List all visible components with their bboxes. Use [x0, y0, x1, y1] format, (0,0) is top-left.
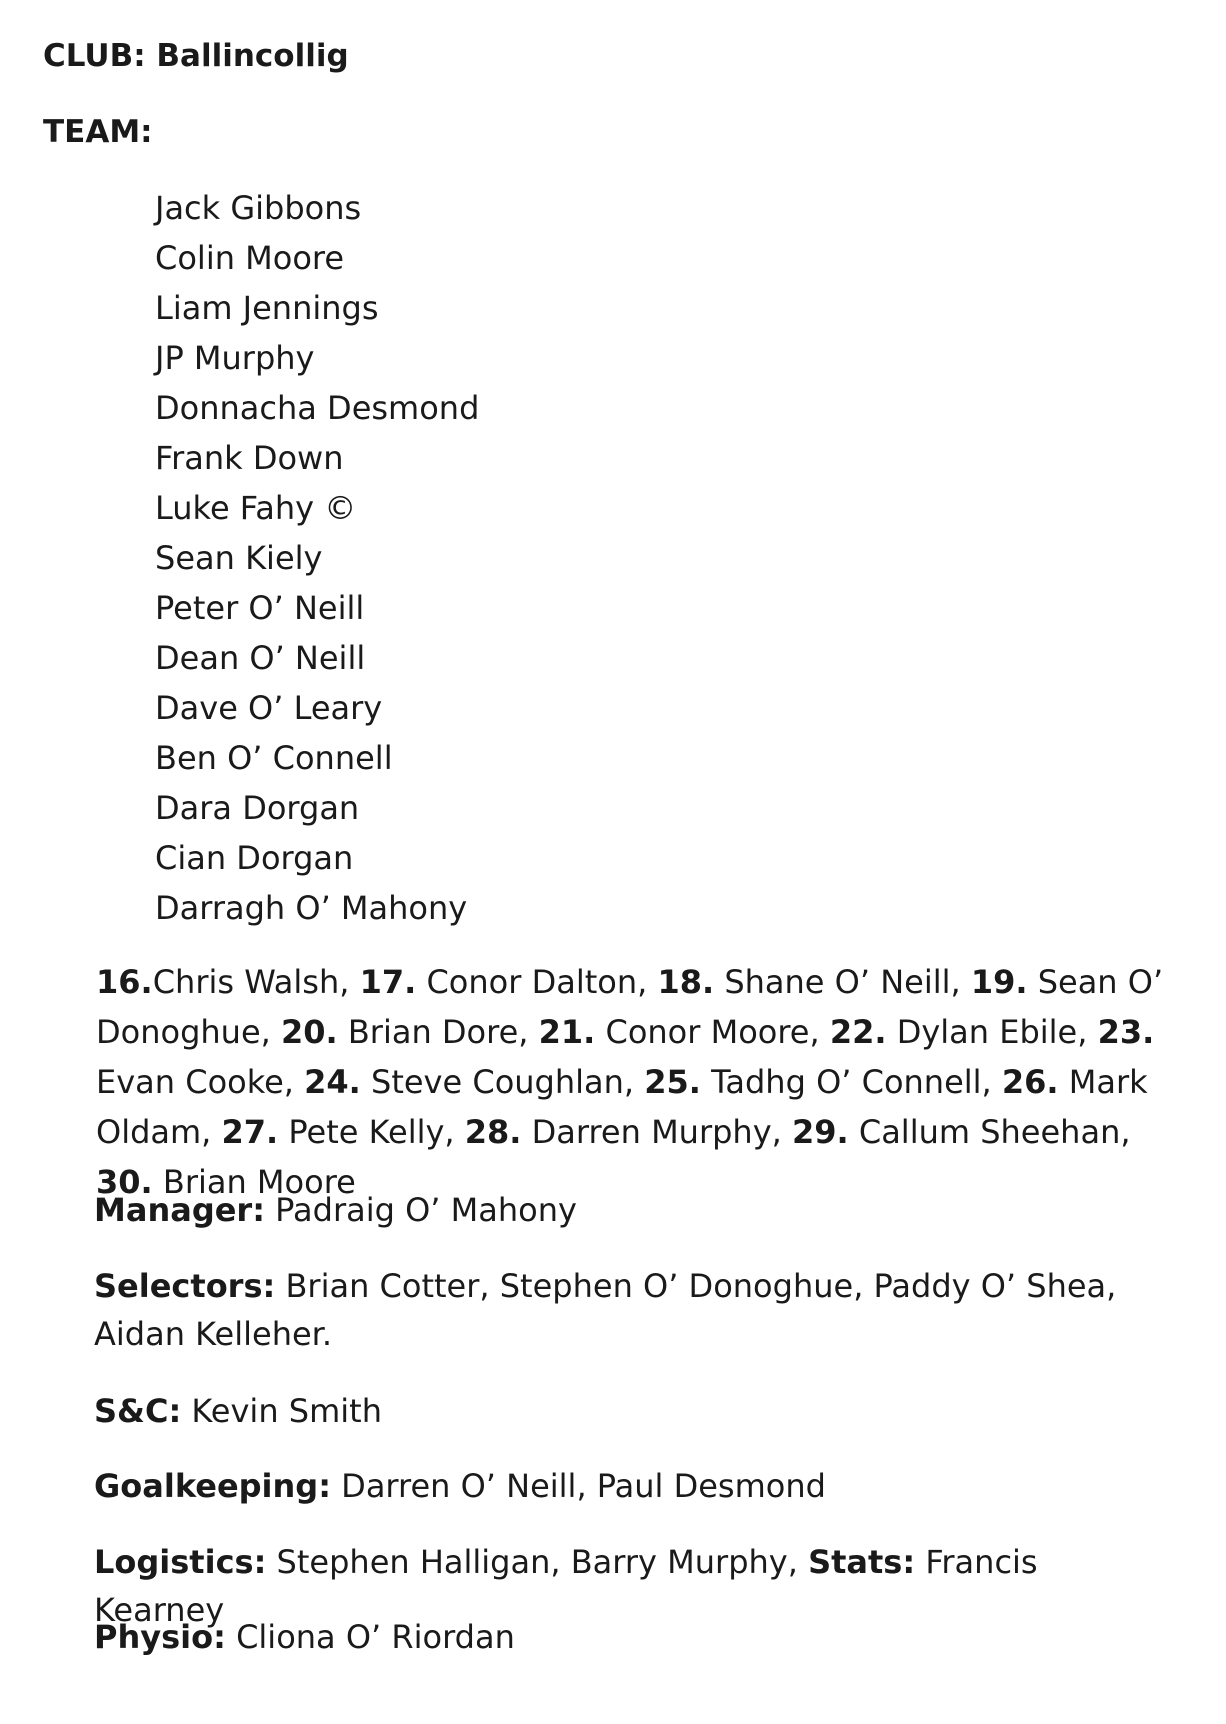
player-name: JP Murphy — [155, 339, 315, 377]
player-name: Donnacha Desmond — [155, 389, 480, 427]
sub-name: Steve Coughlan — [371, 1063, 624, 1101]
goalkeeping-line — [94, 1462, 1154, 1510]
logistics-label: Logistics: — [94, 1543, 267, 1581]
sub-name: Conor Dalton — [426, 963, 638, 1001]
sub-name: Sean O’ Donoghue — [96, 963, 1164, 1051]
club-label: CLUB: — [43, 38, 146, 74]
sub-number: 25. — [644, 1063, 701, 1101]
sub-name: Tadhg O’ Connell — [711, 1063, 982, 1101]
selectors-line — [94, 1262, 1154, 1358]
player-name: Darragh O’ Mahony — [155, 889, 468, 927]
manager-value: Padraig O’ Mahony — [275, 1191, 577, 1229]
player-name: Peter O’ Neill — [155, 589, 365, 627]
sub-number: 23. — [1097, 1013, 1155, 1051]
sub-name: Pete Kelly — [288, 1113, 445, 1151]
sub-number: 28. — [464, 1113, 522, 1151]
player-name: Dara Dorgan — [155, 789, 360, 827]
player-name: Luke Fahy © — [155, 489, 357, 527]
player-name: Colin Moore — [155, 239, 345, 277]
selectors-value: Brian Cotter, Stephen O’ Donoghue, Paddy O’ Shea, Aidan Kelleher. — [94, 1267, 1117, 1353]
sub-name: Brian Moore — [162, 1163, 356, 1201]
logistics-value: Stephen Halligan, Barry Murphy, — [276, 1543, 798, 1581]
player-name: Dave O’ Leary — [155, 689, 383, 727]
team-heading: TEAM: — [43, 114, 153, 150]
sub-number: 24. — [304, 1063, 361, 1101]
sub-number: 17. — [359, 963, 417, 1001]
stats-label: Stats: — [808, 1543, 916, 1581]
sub-number: 21. — [538, 1013, 596, 1051]
physio-label: Physio: — [94, 1618, 226, 1656]
sub-number: 22. — [829, 1013, 887, 1051]
sub-number: 26. — [1001, 1063, 1059, 1101]
club-name: Ballincollig — [156, 38, 349, 74]
sub-number: 30. — [96, 1163, 153, 1201]
player-name: Sean Kiely — [155, 539, 323, 577]
player-name: Frank Down — [155, 439, 344, 477]
sub-name: Brian Dore — [347, 1013, 519, 1051]
stats-value: Francis Kearney — [94, 1543, 1038, 1629]
sub-name: Mark Oldam — [96, 1063, 1148, 1151]
manager-line — [94, 1186, 1154, 1234]
sub-name: Evan Cooke — [96, 1063, 284, 1101]
sub-name: Darren Murphy — [531, 1113, 772, 1151]
goalkeeping-value: Darren O’ Neill, Paul Desmond — [341, 1467, 826, 1505]
sc-label: S&C: — [94, 1392, 182, 1430]
sub-number: 29. — [791, 1113, 849, 1151]
sub-name: Conor Moore — [605, 1013, 810, 1051]
goalkeeping-label: Goalkeeping: — [94, 1467, 331, 1505]
sc-value: Kevin Smith — [191, 1392, 382, 1430]
sub-name: Callum Sheehan — [858, 1113, 1121, 1151]
player-name: Liam Jennings — [155, 289, 379, 327]
sub-number: 18. — [657, 963, 715, 1001]
sub-name: Chris Walsh — [152, 963, 340, 1001]
physio-value: Cliona O’ Riordan — [236, 1618, 515, 1656]
physio-line — [94, 1613, 1154, 1661]
substitutes-list: 16.Chris Walsh, 17. Conor Dalton, 18. Shane O’ Neill, 19. Sean O’ Donoghue, 20. Brian Dore, 21. Conor Moore, 22. Dylan Ebile, 23. Evan Cooke, 24. Steve Coughlan, 25. Tadhg O’ Connell, 26. Mark Oldam, 27. Pete Kelly, 28. Darren Murphy, 29. Callum Sheehan, 30. Brian Moore — [96, 963, 1164, 1201]
sub-number: 20. — [280, 1013, 338, 1051]
sub-name: Shane O’ Neill — [724, 963, 951, 1001]
selectors-label: Selectors: — [94, 1267, 276, 1305]
strength-conditioning-line — [94, 1387, 1154, 1435]
club-heading — [43, 36, 349, 76]
player-name: Dean O’ Neill — [155, 639, 366, 677]
manager-label: Manager: — [94, 1191, 265, 1229]
player-name: Cian Dorgan — [155, 839, 354, 877]
player-name: Jack Gibbons — [155, 189, 362, 227]
sub-number: 16. — [96, 963, 153, 1001]
sub-number: 19. — [970, 963, 1028, 1001]
player-name: Ben O’ Connell — [155, 739, 393, 777]
sub-name: Dylan Ebile — [896, 1013, 1078, 1051]
sub-number: 27. — [221, 1113, 279, 1151]
